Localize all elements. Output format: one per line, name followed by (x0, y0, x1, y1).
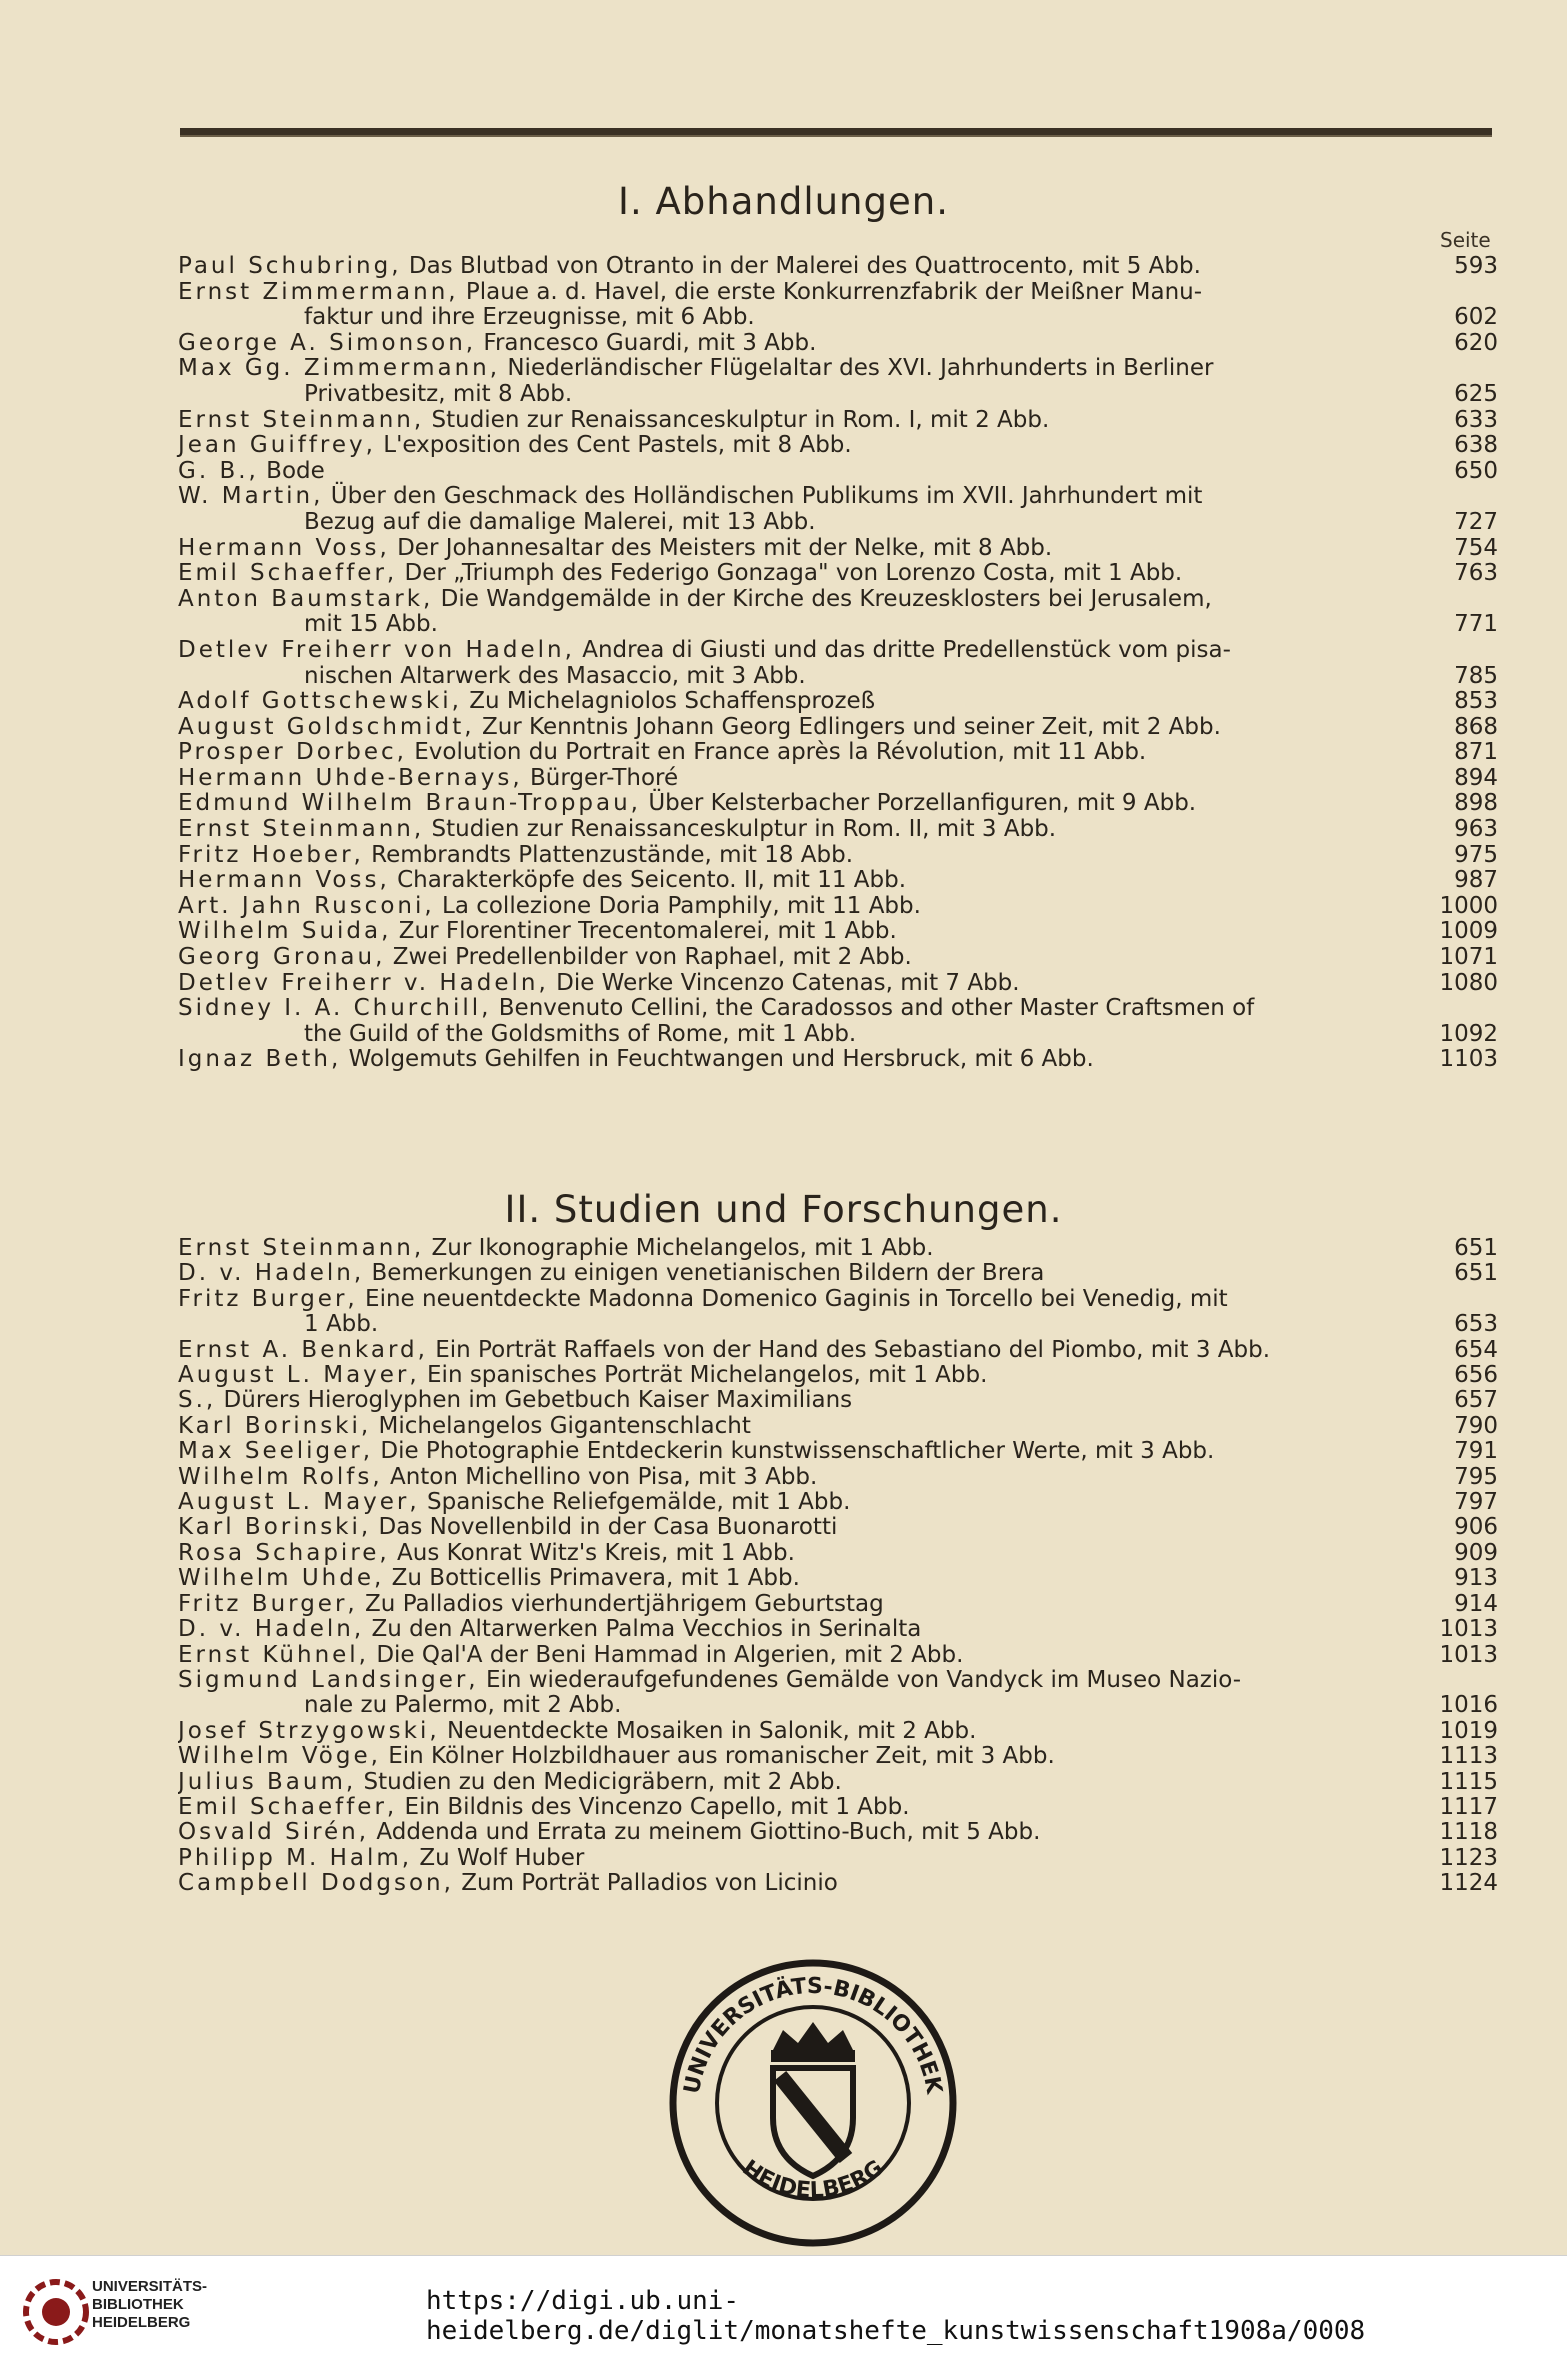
entry-page-number: 651 (1454, 1235, 1498, 1261)
entry-author: August L. Mayer, (178, 1363, 420, 1389)
entry-title: Neuentdeckte Mosaiken in Salonik, mit 2 Abb. (446, 1718, 977, 1744)
entry-page-number: 754 (1454, 534, 1498, 561)
entry-author: Ignaz Beth, (178, 1046, 342, 1073)
entry-author: W. Martin, (178, 483, 324, 510)
entry-page-number: 1113 (1439, 1743, 1498, 1770)
entry-author: Anton Baumstark, (178, 585, 434, 612)
toc-entry (178, 1719, 1498, 1744)
toc-entry (178, 766, 1498, 792)
entry-page-number: 791 (1454, 1438, 1498, 1465)
toc-entry (178, 254, 1498, 280)
entry-author: Philipp M. Halm, (178, 1845, 413, 1871)
top-rule (180, 128, 1492, 137)
entry-author: Rosa Schapire, (178, 1540, 390, 1566)
toc-section-1 (178, 254, 1498, 1073)
entry-author: Detlev Freiherr v. Hadeln, (178, 969, 549, 996)
toc-entry-text (178, 638, 1432, 689)
toc-entry (178, 433, 1498, 459)
entry-page-number: 1118 (1439, 1819, 1498, 1846)
toc-entry-text (178, 1668, 1432, 1719)
entry-page-number: 656 (1454, 1362, 1498, 1389)
toc-entry-text (178, 1414, 1432, 1439)
toc-entry (178, 331, 1498, 357)
page-column-label: Seite (1440, 228, 1491, 252)
toc-entry-text (178, 1515, 1432, 1540)
entry-title: Dürers Hieroglyphen im Gebetbuch Kaiser Maximilians (223, 1388, 853, 1414)
toc-entry (178, 1414, 1498, 1439)
toc-entry-text (178, 587, 1432, 638)
entry-author: Josef Strzygowski, (178, 1718, 440, 1744)
toc-entry-text (178, 1795, 1432, 1820)
entry-author: Osvald Sirén, (178, 1820, 370, 1846)
entry-title: Über Kelsterbacher Porzellanfiguren, mit 9 Abb. (648, 790, 1197, 817)
entry-author: Art. Jahn Rusconi, (178, 892, 435, 919)
entry-title: Über den Geschmack des Holländischen Publikums im XVII. Jahrhundert mit (330, 483, 1203, 510)
toc-entry-text (178, 971, 1432, 997)
entry-page-number: 1071 (1439, 944, 1498, 971)
entry-title: Zur Ikonographie Michelangelos, mit 1 Abb. (431, 1236, 934, 1261)
entry-title-continued: faktur und ihre Erzeugnisse, mit 6 Abb. (304, 304, 755, 331)
entry-title: Eine neuentdeckte Madonna Domenico Gaginis in Torcello bei Venedig, mit (365, 1286, 1228, 1312)
entry-page-number: 785 (1454, 662, 1498, 689)
toc-entry-text (178, 919, 1432, 945)
toc-entry-text (178, 894, 1432, 920)
entry-page-number: 1000 (1439, 892, 1498, 919)
entry-page-number: 654 (1454, 1336, 1498, 1363)
toc-entry (178, 791, 1498, 817)
entry-author: Fritz Burger, (178, 1286, 358, 1312)
entry-page-number: 913 (1454, 1565, 1498, 1592)
entry-page-number: 1123 (1439, 1844, 1498, 1871)
entry-page-number: 638 (1454, 432, 1498, 459)
toc-entry (178, 1617, 1498, 1642)
entry-author: Fritz Burger, (178, 1591, 358, 1617)
entry-page-number: 1019 (1439, 1717, 1498, 1744)
entry-title: Rembrandts Plattenzustände, mit 18 Abb. (371, 841, 854, 868)
svg-text:UNIVERSITÄTS-BIBLIOTHEK: UNIVERSITÄTS-BIBLIOTHEK (679, 1973, 947, 2096)
entry-author: Hermann Voss, (178, 867, 390, 894)
toc-entry-text (178, 254, 1432, 280)
entry-title: Zur Kenntnis Johann Georg Edlingers und seiner Zeit, mit 2 Abb. (481, 713, 1221, 740)
entry-page-number: 651 (1454, 1260, 1498, 1287)
entry-author: Ernst Steinmann, (178, 816, 425, 843)
toc-entry-text (178, 817, 1432, 843)
entry-author: Max Gg. Zimmermann, (178, 355, 501, 382)
entry-page-number: 593 (1454, 253, 1498, 279)
entry-author: Wilhelm Vöge, (178, 1744, 381, 1770)
entry-author: S., (178, 1388, 217, 1414)
toc-entry-text (178, 1770, 1432, 1795)
toc-entry (178, 868, 1498, 894)
entry-page-number: 1115 (1439, 1768, 1498, 1795)
entry-page-number: 727 (1454, 508, 1498, 535)
toc-entry-text (178, 1287, 1432, 1338)
toc-entry-text (178, 1363, 1432, 1388)
entry-title: Ein Bildnis des Vincenzo Capello, mit 1 Abb. (404, 1794, 910, 1820)
entry-page-number: 894 (1454, 764, 1498, 791)
toc-entry-text (178, 740, 1432, 766)
entry-author: Jean Guiffrey, (178, 432, 376, 459)
entry-title: Zwei Predellenbilder von Raphael, mit 2 Abb. (392, 944, 912, 971)
entry-author: Sidney I. A. Churchill, (178, 995, 492, 1022)
library-stamp-seal (668, 1958, 958, 2248)
toc-entry (178, 1388, 1498, 1413)
library-name: UNIVERSITÄTS- BIBLIOTHEK HEIDELBERG (92, 2278, 208, 2331)
entry-title: L'exposition des Cent Pastels, mit 8 Abb. (383, 432, 852, 459)
toc-entry (178, 356, 1498, 407)
entry-author: Karl Borinski, (178, 1515, 372, 1541)
entry-title: Anton Michellino von Pisa, mit 3 Abb. (389, 1464, 818, 1490)
entry-author: Adolf Gottschewski, (178, 688, 462, 715)
entry-page-number: 1009 (1439, 918, 1498, 945)
entry-title: Die Werke Vincenzo Catenas, mit 7 Abb. (556, 969, 1020, 996)
entry-title: Zu Palladios vierhundertjährigem Geburtstag (365, 1591, 884, 1617)
entry-author: Detlev Freiherr von Hadeln, (178, 636, 575, 663)
entry-page-number: 987 (1454, 867, 1498, 894)
toc-entry-text (178, 1465, 1432, 1490)
toc-entry (178, 1770, 1498, 1795)
toc-entry-text (178, 715, 1432, 741)
toc-entry-text (178, 1820, 1432, 1845)
toc-entry (178, 817, 1498, 843)
entry-author: Emil Schaeffer, (178, 1794, 398, 1820)
entry-author: Paul Schubring, (178, 253, 402, 279)
entry-page-number: 650 (1454, 457, 1498, 484)
entry-title: Die Photographie Entdeckerin kunstwissenschaftlicher Werte, mit 3 Abb. (380, 1439, 1215, 1465)
toc-entry-text (178, 356, 1432, 407)
university-library-logo-icon (16, 2272, 96, 2352)
toc-entry (178, 1744, 1498, 1769)
toc-entry (178, 587, 1498, 638)
entry-author: Edmund Wilhelm Braun-Troppau, (178, 790, 641, 817)
entry-title: Aus Konrat Witz's Kreis, mit 1 Abb. (397, 1540, 795, 1566)
toc-entry-text (178, 1744, 1432, 1769)
entry-title: Niederländischer Flügelaltar des XVI. Jahrhunderts in Berliner (507, 355, 1214, 382)
entry-author: D. v. Hadeln, (178, 1261, 365, 1287)
toc-entry (178, 1236, 1498, 1261)
toc-entry (178, 971, 1498, 997)
entry-page-number: 620 (1454, 329, 1498, 356)
toc-entry-text (178, 484, 1432, 535)
entry-author: D. v. Hadeln, (178, 1617, 365, 1643)
toc-entry (178, 484, 1498, 535)
toc-entry (178, 996, 1498, 1047)
entry-author: Hermann Uhde-Bernays, (178, 764, 523, 791)
toc-entry (178, 459, 1498, 485)
toc-entry (178, 1643, 1498, 1668)
entry-page-number: 653 (1454, 1311, 1498, 1338)
toc-entry (178, 561, 1498, 587)
toc-entry-text (178, 280, 1432, 331)
toc-entry-text (178, 433, 1432, 459)
entry-author: Hermann Voss, (178, 534, 390, 561)
entry-title: Plaue a. d. Havel, die erste Konkurrenzfabrik der Meißner Manu- (465, 278, 1203, 305)
entry-page-number: 1124 (1439, 1870, 1498, 1897)
entry-page-number: 853 (1454, 688, 1498, 715)
toc-entry-text (178, 945, 1432, 971)
toc-entry (178, 843, 1498, 869)
entry-page-number: 1080 (1439, 969, 1498, 996)
entry-page-number: 763 (1454, 560, 1498, 587)
entry-author: Georg Gronau, (178, 944, 386, 971)
entry-title: Andrea di Giusti und das dritte Predellenstück vom pisa- (582, 636, 1231, 663)
entry-page-number: 797 (1454, 1489, 1498, 1516)
entry-page-number: 1117 (1439, 1793, 1498, 1820)
entry-page-number: 1103 (1439, 1046, 1498, 1073)
toc-entry (178, 1871, 1498, 1896)
toc-entry-text (178, 1592, 1432, 1617)
entry-page-number: 633 (1454, 406, 1498, 433)
toc-entry-text (178, 408, 1432, 434)
entry-title: Zu Michelagniolos Schaffensprozeß (469, 688, 876, 715)
entry-page-number: 657 (1454, 1387, 1498, 1414)
entry-title-continued: the Guild of the Goldsmiths of Rome, mit 1 Abb. (304, 1020, 857, 1047)
toc-entry-text (178, 1541, 1432, 1566)
toc-entry (178, 1490, 1498, 1515)
toc-entry-text (178, 1047, 1432, 1073)
toc-entry-text (178, 536, 1432, 562)
entry-title: Michelangelos Gigantenschlacht (378, 1413, 751, 1439)
svg-text:HEIDELBERG: HEIDELBERG (737, 2155, 889, 2204)
toc-entry (178, 1820, 1498, 1845)
toc-entry (178, 638, 1498, 689)
page-url[interactable]: https://digi.ub.uni-heidelberg.de/diglit/monatshefte_kunstwissenschaft1908a/0008 (426, 2286, 1366, 2346)
toc-entry (178, 1287, 1498, 1338)
toc-entry (178, 1515, 1498, 1540)
entry-author: Ernst Zimmermann, (178, 278, 459, 305)
toc-entry-text (178, 1236, 1432, 1261)
entry-author: August Goldschmidt, (178, 713, 475, 740)
entry-page-number: 909 (1454, 1539, 1498, 1566)
entry-author: Ernst A. Benkard, (178, 1337, 428, 1363)
entry-page-number: 1016 (1439, 1692, 1498, 1719)
entry-author: Sigmund Landsinger, (178, 1667, 479, 1693)
entry-title: Ein spanisches Porträt Michelangelos, mit 1 Abb. (427, 1363, 988, 1389)
toc-entry (178, 1592, 1498, 1617)
toc-entry-text (178, 1261, 1432, 1286)
toc-entry-text (178, 331, 1432, 357)
entry-author: Ernst Steinmann, (178, 1236, 425, 1261)
toc-entry-text (178, 791, 1432, 817)
viewer-footer (0, 2255, 1567, 2366)
toc-entry-text (178, 1719, 1432, 1744)
entry-title: Spanische Reliefgemälde, mit 1 Abb. (427, 1490, 851, 1516)
toc-entry (178, 1541, 1498, 1566)
entry-title-continued: 1 Abb. (304, 1311, 379, 1338)
entry-title-continued: mit 15 Abb. (304, 611, 438, 638)
entry-author: Fritz Hoeber, (178, 841, 364, 868)
entry-title: Zur Florentiner Trecentomalerei, mit 1 Abb. (398, 918, 897, 945)
entry-title: Studien zu den Medicigräbern, mit 2 Abb. (363, 1769, 842, 1795)
entry-page-number: 795 (1454, 1463, 1498, 1490)
entry-title: Der „Triumph des Federigo Gonzaga" von Lorenzo Costa, mit 1 Abb. (404, 560, 1183, 587)
entry-page-number: 898 (1454, 790, 1498, 817)
toc-entry (178, 1566, 1498, 1591)
entry-title: Evolution du Portrait en France après la Révolution, mit 11 Abb. (414, 739, 1147, 766)
entry-page-number: 914 (1454, 1590, 1498, 1617)
entry-author: Emil Schaeffer, (178, 560, 398, 587)
entry-title: Bürger-Thoré (529, 764, 679, 791)
entry-title-continued: nale zu Palermo, mit 2 Abb. (304, 1692, 622, 1719)
entry-author: Wilhelm Suida, (178, 918, 392, 945)
toc-entry-text (178, 1566, 1432, 1591)
entry-title: Charakterköpfe des Seicento. II, mit 11 Abb. (397, 867, 907, 894)
toc-entry (178, 536, 1498, 562)
entry-page-number: 963 (1454, 816, 1498, 843)
entry-title: Zu den Altarwerken Palma Vecchios in Serinalta (371, 1617, 922, 1643)
entry-author: George A. Simonson, (178, 329, 477, 356)
entry-page-number: 790 (1454, 1412, 1498, 1439)
entry-title: Das Novellenbild in der Casa Buonarotti (378, 1515, 838, 1541)
toc-entry (178, 919, 1498, 945)
entry-author: Julius Baum, (178, 1769, 357, 1795)
entry-page-number: 771 (1454, 611, 1498, 638)
entry-author: Campbell Dodgson, (178, 1871, 454, 1897)
entry-author: August L. Mayer, (178, 1490, 420, 1516)
toc-entry-text (178, 459, 1432, 485)
toc-entry-text (178, 843, 1432, 869)
entry-page-number: 871 (1454, 739, 1498, 766)
toc-entry (178, 689, 1498, 715)
toc-entry-text (178, 689, 1432, 715)
entry-author: Wilhelm Uhde, (178, 1566, 385, 1592)
toc-entry-text (178, 766, 1432, 792)
entry-title-continued: Privatbesitz, mit 8 Abb. (304, 380, 573, 407)
toc-entry (178, 1846, 1498, 1871)
toc-entry-text (178, 868, 1432, 894)
entry-title: Zum Porträt Palladios von Licinio (461, 1871, 838, 1897)
toc-entry (178, 408, 1498, 434)
entry-author: Prosper Dorbec, (178, 739, 407, 766)
toc-entry (178, 715, 1498, 741)
entry-page-number: 1092 (1439, 1020, 1498, 1047)
toc-entry-text (178, 1439, 1432, 1464)
entry-title: Francesco Guardi, mit 3 Abb. (483, 329, 817, 356)
toc-entry (178, 1047, 1498, 1073)
entry-title: Addenda und Errata zu meinem Giottino-Buch, mit 5 Abb. (376, 1820, 1041, 1846)
entry-page-number: 625 (1454, 380, 1498, 407)
entry-page-number: 602 (1454, 304, 1498, 331)
toc-entry (178, 1439, 1498, 1464)
toc-entry-text (178, 1617, 1432, 1642)
entry-title: Studien zur Renaissanceskulptur in Rom. I, mit 2 Abb. (431, 406, 1050, 433)
entry-title: Bode (266, 457, 325, 484)
entry-title: Studien zur Renaissanceskulptur in Rom. II, mit 3 Abb. (431, 816, 1057, 843)
entry-title: Ein wiederaufgefundenes Gemälde von Vandyck im Museo Nazio- (485, 1667, 1242, 1693)
entry-page-number: 906 (1454, 1514, 1498, 1541)
toc-entry (178, 1795, 1498, 1820)
entry-title: Der Johannesaltar des Meisters mit der Nelke, mit 8 Abb. (397, 534, 1053, 561)
toc-entry (178, 945, 1498, 971)
entry-title: La collezione Doria Pamphily, mit 11 Abb. (442, 892, 921, 919)
toc-entry-text (178, 996, 1432, 1047)
entry-title-continued: nischen Altarwerk des Masaccio, mit 3 Abb. (304, 662, 806, 689)
toc-entry (178, 740, 1498, 766)
toc-entry-text (178, 1388, 1432, 1413)
section-title-studien: II. Studien und Forschungen. (504, 1188, 1063, 1231)
entry-title: Ein Kölner Holzbildhauer aus romanischer Zeit, mit 3 Abb. (388, 1744, 1055, 1770)
entry-title: Das Blutbad von Otranto in der Malerei des Quattrocento, mit 5 Abb. (408, 253, 1201, 279)
entry-title: Benvenuto Cellini, the Caradossos and other Master Craftsmen of (498, 995, 1255, 1022)
toc-entry (178, 1363, 1498, 1388)
toc-entry (178, 1465, 1498, 1490)
toc-entry (178, 894, 1498, 920)
toc-entry (178, 1668, 1498, 1719)
entry-page-number: 1013 (1439, 1616, 1498, 1643)
entry-title-continued: Bezug auf die damalige Malerei, mit 13 Abb. (304, 508, 816, 535)
toc-entry-text (178, 1846, 1432, 1871)
entry-author: Karl Borinski, (178, 1413, 372, 1439)
toc-entry (178, 1261, 1498, 1286)
toc-entry-text (178, 1871, 1432, 1896)
entry-title: Bemerkungen zu einigen venetianischen Bildern der Brera (371, 1261, 1045, 1287)
entry-author: Ernst Steinmann, (178, 406, 425, 433)
entry-author: Ernst Kühnel, (178, 1642, 369, 1668)
entry-page-number: 1013 (1439, 1641, 1498, 1668)
entry-page-number: 975 (1454, 841, 1498, 868)
entry-title: Die Qal'A der Beni Hammad in Algerien, mit 2 Abb. (376, 1642, 964, 1668)
entry-title: Die Wandgemälde in der Kirche des Kreuzesklosters bei Jerusalem, (440, 585, 1212, 612)
section-title-abhandlungen: I. Abhandlungen. (618, 180, 949, 223)
entry-author: Max Seeliger, (178, 1439, 374, 1465)
entry-title: Ein Porträt Raffaels von der Hand des Sebastiano del Piombo, mit 3 Abb. (435, 1337, 1271, 1363)
toc-entry-text (178, 1490, 1432, 1515)
toc-entry-text (178, 561, 1432, 587)
entry-title: Zu Botticellis Primavera, mit 1 Abb. (391, 1566, 800, 1592)
entry-page-number: 868 (1454, 713, 1498, 740)
entry-author: Wilhelm Rolfs, (178, 1464, 383, 1490)
entry-title: Wolgemuts Gehilfen in Feuchtwangen und Hersbruck, mit 6 Abb. (348, 1046, 1094, 1073)
toc-entry-text (178, 1643, 1432, 1668)
entry-author: G. B., (178, 457, 259, 484)
toc-entry-text (178, 1338, 1432, 1363)
toc-entry (178, 1338, 1498, 1363)
entry-title: Zu Wolf Huber (419, 1845, 585, 1871)
toc-section-2 (178, 1236, 1498, 1897)
toc-entry (178, 280, 1498, 331)
